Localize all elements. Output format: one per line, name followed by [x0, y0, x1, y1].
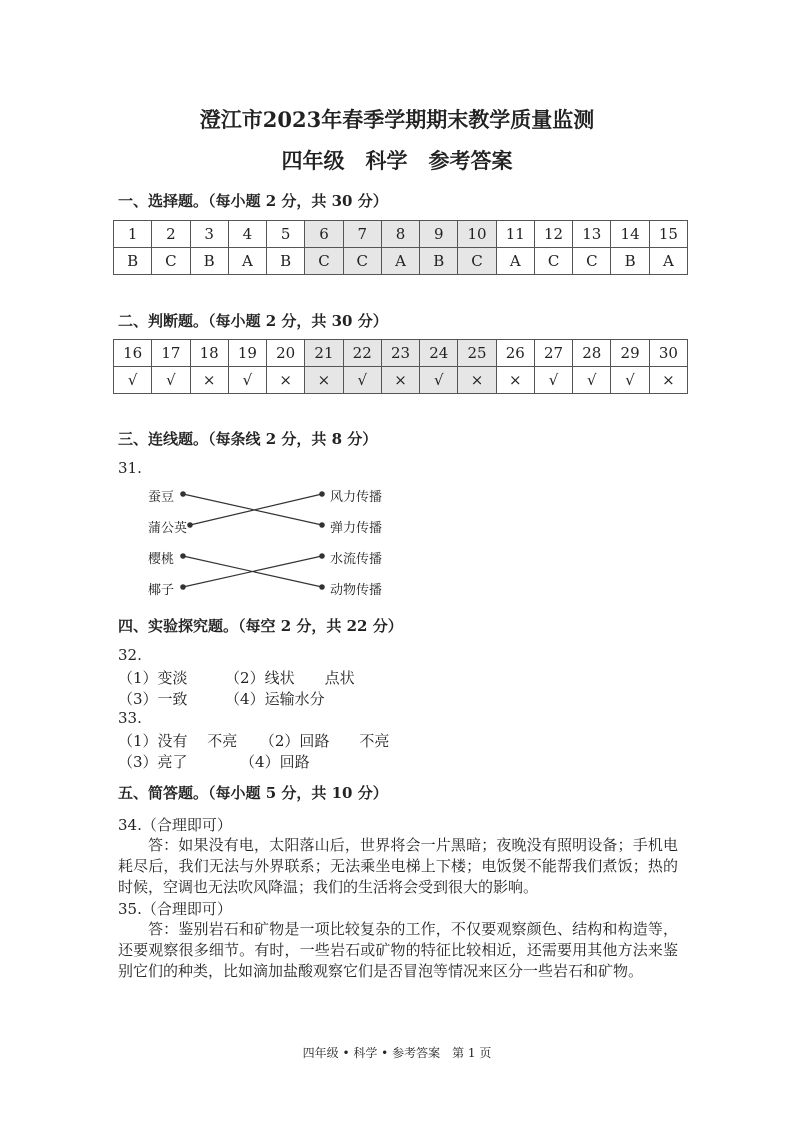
answer-cell: B [190, 248, 228, 275]
answer-cell: √ [420, 367, 458, 394]
match-dot [320, 554, 324, 558]
question-number-cell: 14 [611, 221, 649, 248]
question-35-answer: 答：鉴别岩石和矿物是一项比较复杂的工作，不仅要观察颜色、结构和构造等，还要观察很多细节。有时，一些岩石或矿物的特征比较相近，还需要用其他方法来鉴别它们的种类，比如滴加盐酸观察它们是否冒泡等情况来区分一些岩石和矿物。 [118, 920, 678, 980]
answer-cell: A [496, 248, 534, 275]
question-number-cell: 9 [420, 221, 458, 248]
answer-cell: √ [152, 367, 190, 394]
answer-cell: A [649, 248, 687, 275]
match-left-4: 椰子 [148, 583, 175, 598]
answer-cell: √ [228, 367, 266, 394]
answer-line: （1）变淡 （2）线状 点状 [118, 669, 355, 687]
answer-cell: × [190, 367, 228, 394]
section5-heading: 五、简答题。（每小题 5 分，共 10 分） [118, 784, 388, 802]
question-number-cell: 5 [267, 221, 305, 248]
section3-heading: 三、连线题。（每条线 2 分，共 8 分） [118, 430, 378, 448]
question-number-cell: 30 [649, 340, 687, 367]
answer-line: （3）亮了 （4）回路 [118, 753, 310, 771]
answer-cell: C [152, 248, 190, 275]
question-number-cell: 20 [267, 340, 305, 367]
question-number-cell: 8 [381, 221, 419, 248]
match-right-2: 弹力传播 [330, 521, 383, 536]
answer-cell: C [305, 248, 343, 275]
answer-cell: A [381, 248, 419, 275]
match-right-3: 水流传播 [330, 552, 383, 567]
section4-heading: 四、实验探究题。（每空 2 分，共 22 分） [118, 617, 403, 635]
question-number-cell: 25 [458, 340, 496, 367]
answer-cell: × [381, 367, 419, 394]
question-number-cell: 29 [611, 340, 649, 367]
question-number-cell: 12 [534, 221, 572, 248]
answer-cell: A [228, 248, 266, 275]
answer-cell: √ [343, 367, 381, 394]
match-dot [181, 554, 185, 558]
match-dot [181, 585, 185, 589]
question-number-cell: 4 [228, 221, 266, 248]
answer-cell: × [267, 367, 305, 394]
answer-line: （1）没有 不亮 （2）回路 不亮 [118, 732, 390, 750]
answer-cell: C [573, 248, 611, 275]
match-dot [320, 585, 324, 589]
answer-cell: B [267, 248, 305, 275]
answer-cell: √ [114, 367, 152, 394]
answer-cell: √ [534, 367, 572, 394]
answer-line: 33. [118, 709, 142, 727]
question-34-answer: 答：如果没有电，太阳落山后，世界将会一片黑暗；夜晚没有照明设备；手机电耗尽后，我们无法与外界联系；无法乘坐电梯上下楼；电饭煲不能帮我们煮饭；热的时候，空调也无法吹风降温；我们的生活将会受到很大的影响。 [118, 836, 678, 896]
question-number-cell: 13 [573, 221, 611, 248]
answer-cell: × [649, 367, 687, 394]
question-35-label: 35.（合理即可） [118, 900, 232, 918]
question-number-cell: 3 [190, 221, 228, 248]
answer-line: 32. [118, 646, 142, 664]
question-number-cell: 10 [458, 221, 496, 248]
answer-cell: × [496, 367, 534, 394]
question-number-cell: 26 [496, 340, 534, 367]
page-subtitle: 四年级 科学 参考答案 [281, 148, 513, 173]
page-title: 澄江市2023年春季学期期末教学质量监测 [199, 107, 595, 132]
answer-line: （3）一致 （4）运输水分 [118, 690, 325, 708]
question-number-cell: 6 [305, 221, 343, 248]
answer-cell: C [343, 248, 381, 275]
match-right-1: 风力传播 [330, 490, 383, 505]
match-dot [320, 523, 324, 527]
question-number-cell: 23 [381, 340, 419, 367]
question-number-cell: 7 [343, 221, 381, 248]
match-right-4: 动物传播 [330, 583, 383, 598]
answer-cell: √ [611, 367, 649, 394]
question-number-cell: 16 [114, 340, 152, 367]
question-number-cell: 27 [534, 340, 572, 367]
question-number-cell: 19 [228, 340, 266, 367]
answer-cell: B [114, 248, 152, 275]
section1-heading: 一、选择题。（每小题 2 分，共 30 分） [118, 192, 388, 210]
question-31-number: 31. [118, 459, 142, 477]
answer-cell: √ [573, 367, 611, 394]
question-number-cell: 17 [152, 340, 190, 367]
question-number-cell: 22 [343, 340, 381, 367]
answer-cell: × [305, 367, 343, 394]
question-number-cell: 24 [420, 340, 458, 367]
question-number-cell: 15 [649, 221, 687, 248]
question-number-cell: 21 [305, 340, 343, 367]
match-left-3: 樱桃 [148, 552, 175, 567]
match-dot [181, 492, 185, 496]
question-number-cell: 2 [152, 221, 190, 248]
answer-cell: C [458, 248, 496, 275]
match-left-1: 蚕豆 [148, 490, 175, 505]
answer-cell: × [458, 367, 496, 394]
match-dot [320, 492, 324, 496]
question-34-label: 34.（合理即可） [118, 816, 232, 834]
match-dot [188, 523, 192, 527]
match-left-2: 蒲公英 [148, 521, 188, 536]
question-number-cell: 28 [573, 340, 611, 367]
page-footer: 四年级 • 科学 • 参考答案 第 1 页 [302, 1046, 492, 1060]
answer-cell: B [420, 248, 458, 275]
answer-cell: B [611, 248, 649, 275]
section2-heading: 二、判断题。（每小题 2 分，共 30 分） [118, 312, 388, 330]
question-number-cell: 11 [496, 221, 534, 248]
question-number-cell: 18 [190, 340, 228, 367]
answer-cell: C [534, 248, 572, 275]
question-number-cell: 1 [114, 221, 152, 248]
